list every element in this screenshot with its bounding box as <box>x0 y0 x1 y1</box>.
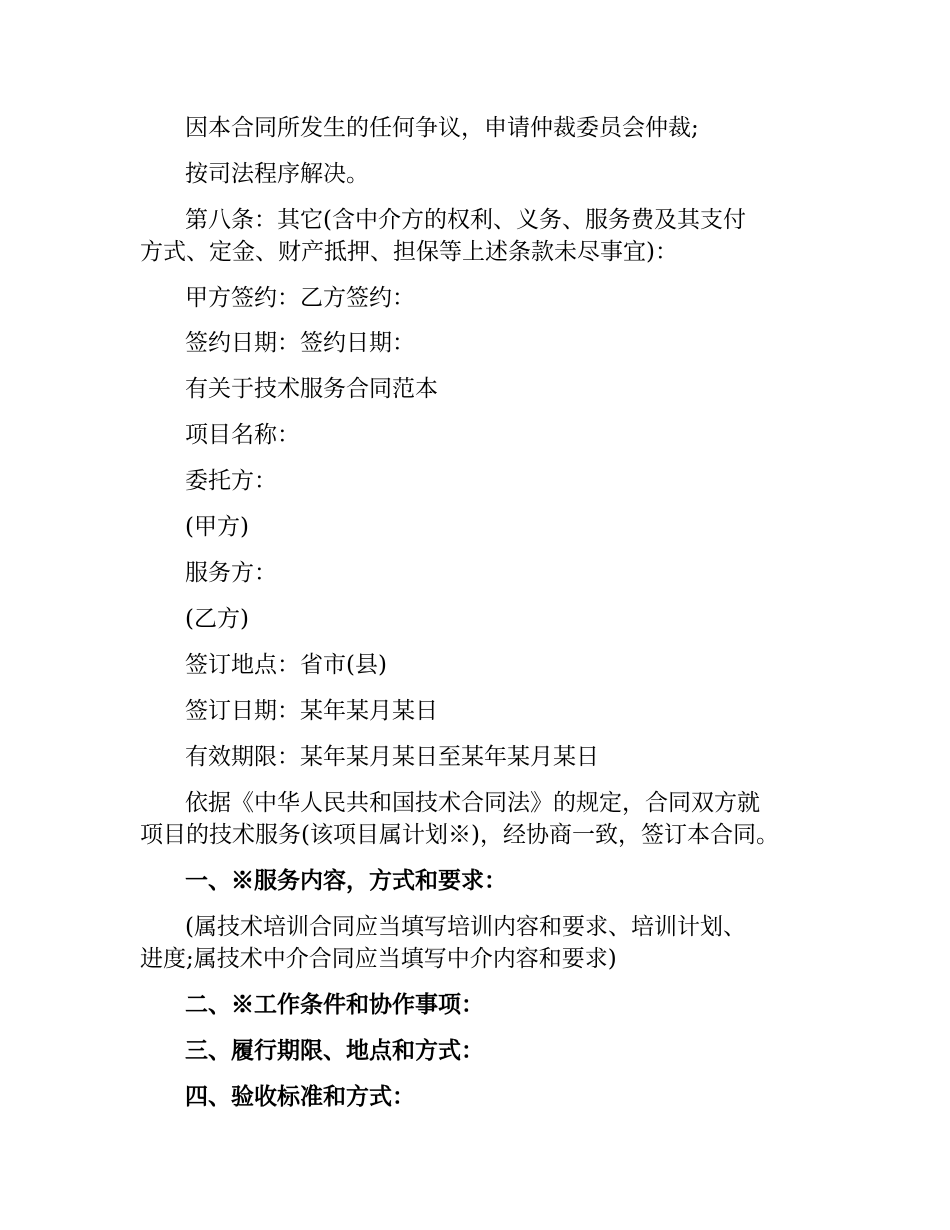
paragraph-judicial-procedure: 按司法程序解决。 <box>185 161 369 187</box>
client-label: 委托方： <box>185 468 277 494</box>
service-note-line-1: (属技术培训合同应当填写培训内容和要求、培训计划、 <box>185 914 746 940</box>
heading-acceptance-standard: 四、验收标准和方式： <box>185 1083 415 1110</box>
section-title-template: 有关于技术服务合同范本 <box>185 376 438 402</box>
basis-paragraph-line-1: 依据《中华人民共和国技术合同法》的规定，合同双方就 <box>185 790 760 816</box>
signatures-line: 甲方签约：乙方签约： <box>185 285 415 311</box>
article-eight-line-1: 第八条：其它(含中介方的权利、义务、服务费及其支付 <box>185 207 746 233</box>
signing-location-line: 签订地点：省市(县) <box>185 652 387 678</box>
heading-performance-period: 三、履行期限、地点和方式： <box>185 1037 484 1064</box>
signing-date-line: 签订日期：某年某月某日 <box>185 698 438 724</box>
paragraph-dispute-arbitration: 因本合同所发生的任何争议，申请仲裁委员会仲裁; <box>185 115 699 141</box>
project-name-label: 项目名称： <box>185 422 300 448</box>
basis-paragraph-line-2: 项目的技术服务(该项目属计划※)，经协商一致，签订本合同。 <box>140 822 779 848</box>
service-provider-label: 服务方： <box>185 560 277 586</box>
validity-period-line: 有效期限：某年某月某日至某年某月某日 <box>185 744 599 770</box>
heading-work-conditions: 二、※工作条件和协作事项： <box>185 991 484 1018</box>
article-eight-line-2: 方式、定金、财产抵押、担保等上述条款未尽事宜)： <box>140 239 678 265</box>
service-note-line-2: 进度;属技术中介合同应当填写中介内容和要求) <box>140 946 617 972</box>
signing-dates-line: 签约日期：签约日期： <box>185 330 415 356</box>
heading-service-content: 一、※服务内容，方式和要求： <box>185 867 507 894</box>
party-a-label: (甲方) <box>185 514 249 540</box>
party-b-label: (乙方) <box>185 606 249 632</box>
